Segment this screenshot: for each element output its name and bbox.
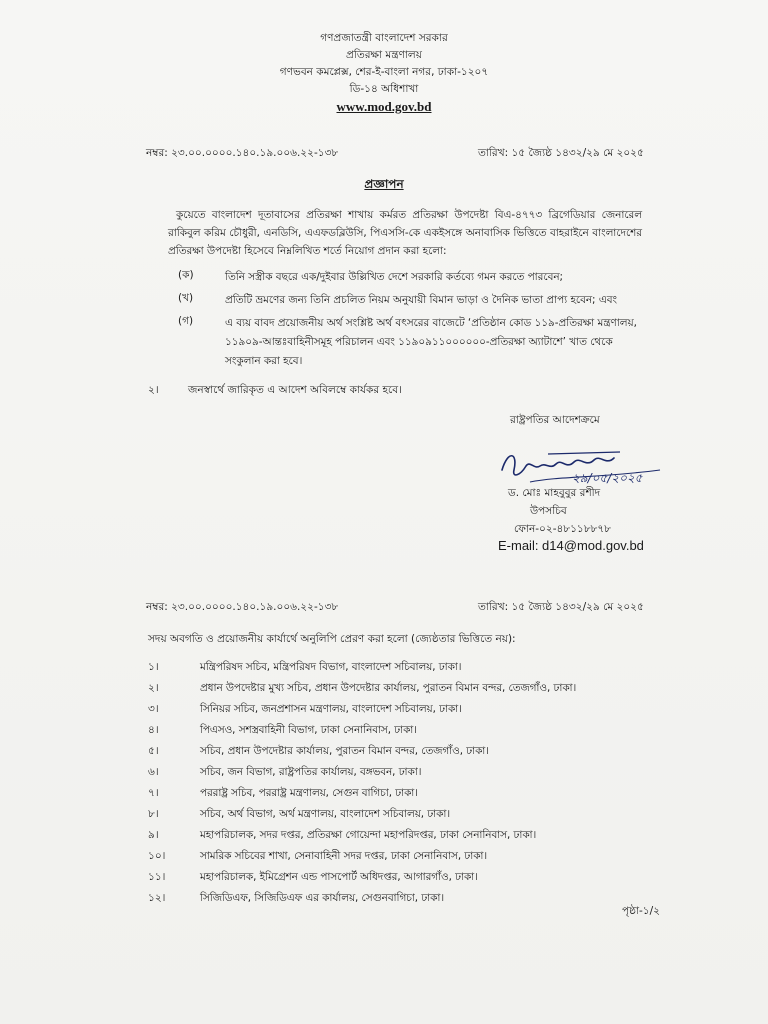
condition-text: এ ব্যয় বাবদ প্রয়োজনীয় অর্থ সংশ্লিষ্ট অর্থ বৎসরের বাজেটে ‘প্রতিষ্ঠান কোড ১১৯-প্রতিরক্ষা মন্ত্রণালয়, ১১৯০৯-আন্তঃবাহিনীসমূহ পরিচালন এবং ১১৯০৯১১০০০০০০-প্রতিরক্ষা অ্যাটাশে’ খাত থেকে সংকুলান করা হবে।	[225, 317, 637, 367]
list-item: সচিব, অর্থ বিভাগ, অর্থ মন্ত্রণালয়, বাংলাদেশ সচিবালয়, ঢাকা।	[200, 808, 451, 820]
memo-date: তারিখ: ১৫ জ্যৈষ্ঠ ১৪৩২/২৯ মে ২০২৫	[478, 147, 644, 159]
website-link[interactable]: www.mod.gov.bd	[336, 99, 432, 114]
list-item-number: ৩।	[148, 703, 159, 715]
list-item: মহাপরিচালক, সদর দপ্তর, প্রতিরক্ষা গোয়েন্দা মহাপরিদপ্তর, ঢাকা সেনানিবাস, ঢাকা।	[200, 829, 537, 841]
letterhead	[0, 30, 768, 115]
paragraph-text: জনস্বার্থে জারিকৃত এ আদেশ অবিলম্বে কার্যকর হবে।	[188, 384, 402, 396]
list-item: সিনিয়র সচিব, জনপ্রশাসন মন্ত্রণালয়, বাংলাদেশ সচিবালয়, ঢাকা।	[200, 703, 462, 715]
list-item-number: ১২।	[148, 892, 166, 904]
condition-text: তিনি সস্ত্রীক বছরে এক/দুইবার উল্লিখিত দেশে সরকারি কর্তব্যে গমন করতে পারবেন;	[225, 271, 564, 283]
presidential-order-line: রাষ্ট্রপতির আদেশক্রমে	[510, 414, 600, 426]
list-item-number: ৯।	[148, 829, 159, 841]
section-name: ডি-১৪ অধিশাখা	[349, 83, 419, 95]
copy-memo-date: তারিখ: ১৫ জ্যৈষ্ঠ ১৪৩২/২৯ মে ২০২৫	[478, 601, 644, 613]
list-item: মন্ত্রিপরিষদ সচিব, মন্ত্রিপরিষদ বিভাগ, বাংলাদেশ সচিবালয়, ঢাকা।	[200, 661, 462, 673]
list-item-number: ৮।	[148, 808, 159, 820]
signatory-designation: উপসচিব	[530, 505, 567, 517]
list-item-number: ১।	[148, 661, 159, 673]
list-item: সচিব, জন বিভাগ, রাষ্ট্রপতির কার্যালয়, বঙ্গভবন, ঢাকা।	[200, 766, 422, 778]
list-item: পররাষ্ট্র সচিব, পররাষ্ট্র মন্ত্রণালয়, সেগুন বাগিচা, ঢাকা।	[200, 787, 418, 799]
intro-paragraph: কুয়েতে বাংলাদেশ দূতাবাসের প্রতিরক্ষা শাখায় কর্মরত প্রতিরক্ষা উপদেষ্টা বিএ-৪৭৭৩ ব্রিগেডিয়ার জেনারেল রাকিবুল করিম চৌধুরী, এনডিসি, এএফডব্লিউসি, পিএসসি-কে একইসঙ্গে অনাবাসিক ভিত্তিতে বাহরাইনে বাংলাদেশের প্রতিরক্ষা উপদেষ্টা হিসেবে নিম্নলিখিত শর্তে নিয়োগ প্রদান করা হলো:	[168, 209, 642, 257]
list-item: সচিব, প্রধান উপদেষ্টার কার্যালয়, পুরাতন বিমান বন্দর, তেজগাঁও, ঢাকা।	[200, 745, 489, 757]
list-item: সিজিডিএফ, সিজিডিএফ এর কার্যালয়, সেগুনবাগিচা, ঢাকা।	[200, 892, 445, 904]
ministry-name: প্রতিরক্ষা মন্ত্রণালয়	[346, 49, 422, 61]
government-name: গণপ্রজাতন্ত্রী বাংলাদেশ সরকার	[320, 32, 448, 44]
copy-heading: সদয় অবগতি ও প্রয়োজনীয় কার্যার্থে অনুলিপি প্রেরণ করা হলো (জ্যেষ্ঠতার ভিত্তিতে নয়):	[148, 633, 516, 645]
list-item-number: ১১।	[148, 871, 166, 883]
list-item-number: ৫।	[148, 745, 159, 757]
list-item-number: ২।	[148, 682, 159, 694]
list-item-number: ৬।	[148, 766, 159, 778]
condition-mark: (খ)	[178, 292, 194, 304]
notification-title: প্রজ্ঞাপন	[364, 177, 404, 191]
list-item-number: ১০।	[148, 850, 166, 862]
signatory-email[interactable]: E-mail: d14@mod.gov.bd	[498, 538, 644, 553]
list-item: সামরিক সচিবের শাখা, সেনাবাহিনী সদর দপ্তর, ঢাকা সেনানিবাস, ঢাকা।	[200, 850, 488, 862]
condition-mark: (গ)	[178, 315, 194, 327]
signatory-phone: ফোন-০২-৪৮১১৮৮৭৮	[514, 523, 611, 535]
copy-memo-number: নম্বর: ২৩.০০.০০০০.১৪০.১৯.০০৬.২২-১৩৮	[146, 601, 339, 613]
svg-text:২৯/০৫/২০২৫: ২৯/০৫/২০২৫	[572, 471, 643, 485]
list-item: মহাপরিচালক, ইমিগ্রেশন এন্ড পাসপোর্ট অধিদপ্তর, আগারগাঁও, ঢাকা।	[200, 871, 478, 883]
list-item: প্রধান উপদেষ্টার মুখ্য সচিব, প্রধান উপদেষ্টার কার্যালয়, পুরাতন বিমান বন্দর, তেজগাঁও, ঢাকা।	[200, 682, 577, 694]
handwritten-signature	[490, 440, 670, 492]
list-item: পিএসও, সশস্ত্রবাহিনী বিভাগ, ঢাকা সেনানিবাস, ঢাকা।	[200, 724, 417, 736]
condition-mark: (ক)	[178, 269, 194, 281]
list-item-number: ৭।	[148, 787, 159, 799]
list-item-number: ৪।	[148, 724, 159, 736]
memo-number: নম্বর: ২৩.০০.০০০০.১৪০.১৯.০০৬.২২-১৩৮	[146, 147, 339, 159]
ministry-address: গণভবন কমপ্লেক্স, শের-ই-বাংলা নগর, ঢাকা-১২০৭	[279, 66, 489, 78]
signatory-name: ড. মোঃ মাহবুবুর রশীদ	[508, 487, 601, 499]
paragraph-number: ২।	[148, 384, 159, 396]
page-number: পৃষ্ঠা-১/২	[622, 905, 660, 917]
condition-text: প্রতিটি ভ্রমণের জন্য তিনি প্রচলিত নিয়ম অনুযায়ী বিমান ভাড়া ও দৈনিক ভাতা প্রাপ্য হবেন; এবং	[225, 294, 618, 306]
